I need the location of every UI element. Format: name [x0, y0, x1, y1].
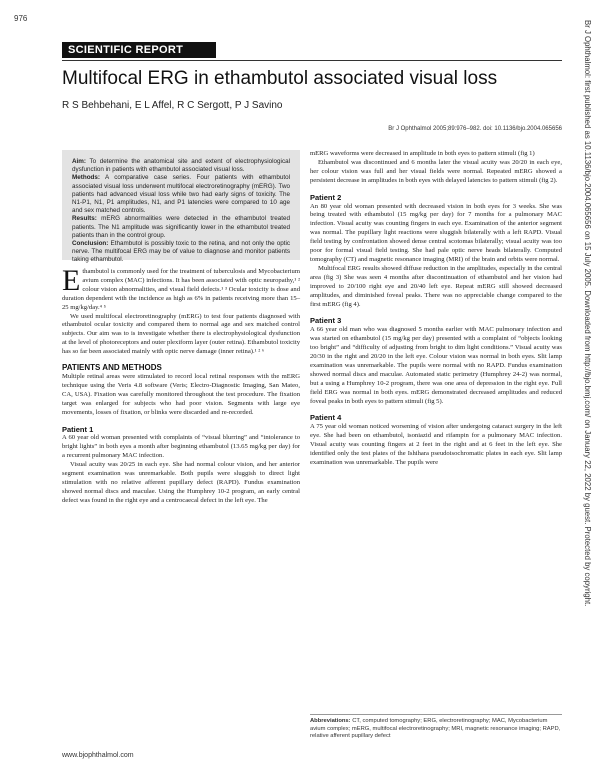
section-banner: SCIENTIFIC REPORT	[62, 42, 216, 58]
article-citation: Br J Ophthalmol 2005;89:976–982. doi: 10.1136/bjo.2004.065656	[388, 126, 562, 132]
abbreviations-text: CT, computed tomography; ERG, electroretinography; MAC, Mycobacterium avium complex; mERG, multifocal electroretinography; MRI, magnetic resonance imaging; RAPD, relative afferent pupillary defect	[310, 718, 561, 740]
intro-paragraph-2: We used multifocal electroretinography (mERG) to test four patients diagnosed with ethambutol ocular toxicity and compared them to normal age and sex matched control subjects. Our aim was to is investigate whether there is electrophysiological dysfunction at the level of photoreceptors and outer plexiform layer (outer retina). Ethambutol toxicity has so far been associated mainly with optic nerve damage (inner retina).¹ ² ⁶	[62, 312, 300, 356]
patient2-heading: Patient 2	[310, 192, 342, 202]
abstract-aim: To determine the anatomical site and extent of electrophysiological dysfunction in patients with ethambutol associated visual loss.	[72, 158, 291, 174]
right-column	[310, 150, 562, 468]
page-number: 976	[14, 14, 28, 23]
article-title: Multifocal ERG in ethambutol associated visual loss	[62, 68, 498, 89]
patient3-heading: Patient 3	[310, 316, 342, 326]
patient1-paragraph-2: Visual acuity was 20/25 in each eye. She had normal colour vision, and her anterior segment examination was unremarkable. Both pupils were sluggish to direct light stimulation with no relative afferent pupillary defect (RAPD). Fundus examination showed normal discs and maculae. Using the Humphrey 10-2 program, an early central defect was found in the right eye and a centrocaecal defect in the left eye. The	[62, 461, 300, 504]
patient1-heading: Patient 1	[62, 424, 94, 434]
abstract-box	[62, 150, 300, 264]
patient1-paragraph-1: A 60 year old woman presented with complaints of “visual blurring” and “intolerance to bright lights” in both eyes a month after beginning ethambutol (13.65 mg/kg per day) for a recurrent pulmonary MAC infection.	[62, 434, 300, 460]
abstract-conclusion-heading: Conclusion:	[72, 240, 109, 248]
footer-url[interactable]: www.bjophthalmol.com	[62, 752, 134, 759]
abbreviations-note	[310, 714, 562, 741]
banner-divider	[62, 60, 562, 61]
abbreviations-heading: Abbreviations:	[310, 718, 351, 724]
patient3-paragraph-1: A 66 year old man who was diagnosed 5 months earlier with MAC pulmonary infection and was started on ethambutol (15 mg/kg per day) presented with a complaint of “objects looking too bright” and “difficulty of adjusting from bright to dim light conditions.” Visual acuity was 20/30 in the right and 20/20 in the left eye. Colour vision was normal in both eyes. Slit lamp examination was unremarkable. The pupils were normal with no RAPD. Fundus examination showed normal discs and maculae. Automated static perimetry (Humphrey 24-2) was normal, but a using a Humphrey 10-2 program, there was one area of depression in the right eye. Full field ERG was normal in both eyes. mERG demonstrated decreased amplitudes and reduced foveal peaks in both eyes to pattern stimuli (fig 5).	[310, 326, 562, 405]
patient1-followup: Ethambutol was discontinued and 6 months later the visual acuity was 20/20 in each eye, her colour vision was full and her visual fields were normal. Repeated mERG showed a persistent decrease in amplitudes in both eyes with delayed latencies to pattern stimuli (fig 2).	[310, 158, 562, 184]
left-column	[62, 264, 300, 506]
abstract-results: mERG abnormalities were detected in the ethambutol treated patients. The N1 amplitude was significantly lower in the ethambutol treated patients than in the control group.	[72, 215, 290, 239]
intro-dropcap: E	[62, 264, 81, 297]
patient4-heading: Patient 4	[310, 413, 342, 423]
patient4-paragraph-1: A 75 year old woman noticed worsening of vision after undergoing cataract surgery in the left eye. She had been on ethambutol, isoniazid and rifampin for a pulmonary MAC infection. Visual acuity was counting fingers at 2 feet in the right and at 6 feet in the left eye. She identified only the test plates of the Ishihara pseudoisochromatic plates in each eye. Slit lamp examination was unremarkable. The pupils were	[310, 423, 562, 466]
patient2-paragraph-1: An 80 year old woman presented with decreased vision in both eyes for 3 weeks. She was being treated with ethambutol (15 mg/kg per day) for 7 months for a pulmonary MAC infection. Visual acuity was counting fingers in each eye. Examination of the anterior segment was normal. The pupillary light reactions were sluggish bilaterally with a left RAPD. Visual field testing by confrontation showed dense central scotomas bilaterally; visual acuity was too poor for formal visual field testing. She had pale optic nerve heads bilaterally. Computed tomography (CT) and magnetic resonance imaging (MRI) of the brain and orbits were normal.	[310, 202, 562, 263]
methods-heading: PATIENTS AND METHODS	[62, 363, 162, 373]
abstract-conclusion: Ethambutol is possibly toxic to the retina, and not only the optic nerve. The multifocal ERG may be of value to diagnose and monitor patients taking ethambutol.	[72, 240, 291, 264]
methods-paragraph: Multiple retinal areas were stimulated to record local retinal responses with the mERG technique using the Veris 4.8 software (Veris; Electro-Diagnostic Imaging, San Mateo, CA, USA). Fixation was carefully monitored throughout the test procedure. The fixation target was enlarged for subjects who had poor vision. Segments with large eye movements, losses of fixation, or blinks were discarded and re-recorded.	[62, 372, 300, 416]
abstract-methods-heading: Methods:	[72, 174, 100, 182]
intro-paragraph-1: thambutol is commonly used for the treatment of tuberculosis and Mycobacterium avium complex (MAC) infections. It has been associated with optic neuropathy,¹ ² colour vision abnormalities, and visual field defects.¹ ³ Ocular toxicity is dose and duration dependent with the incidence as high as 6% in patients receiving more than 15–25 mg/kg/day.⁴ ⁵	[62, 268, 300, 311]
copyright-sidebar	[575, 20, 595, 760]
abstract-methods: A comparative case series. Four patients with ethambutol associated visual loss underwent multifocal electroretinography (mERG). Two patients had advanced visual loss while two had early signs of toxicity. The N1-P1, N1, P1 amplitudes, N1, and P1 latencies were compared to 10 age and sex matched controls.	[72, 174, 290, 215]
patient1-continued: mERG waveforms were decreased in amplitude in both eyes to pattern stimuli (fig 1)	[310, 150, 535, 157]
abstract-aim-heading: Aim:	[72, 158, 86, 165]
patient2-paragraph-2: Multifocal ERG results showed diffuse reduction in the amplitudes, especially in the central area (fig 3) She was seen 4 months after discontinuation of ethambutol and her vision had improved to 20/100 right eye and 20/40 left eye. Repeat mERG still showed decreased amplitudes, and diminished foveal peaks. There was no appreciable change compared to the first mERG (fig 4).	[310, 264, 562, 308]
sidebar-note: Br J Ophthalmol: first published as 10.1136/bjo.2004.065656 on 15 July 2005. Downloaded from http://bjo.bmj.com/ on January 22, 2022 by guest. Protected by copyright.	[583, 20, 592, 607]
article-authors: R S Behbehani, E L Affel, R C Sergott, P J Savino	[62, 100, 283, 111]
abstract-results-heading: Results:	[72, 215, 97, 223]
